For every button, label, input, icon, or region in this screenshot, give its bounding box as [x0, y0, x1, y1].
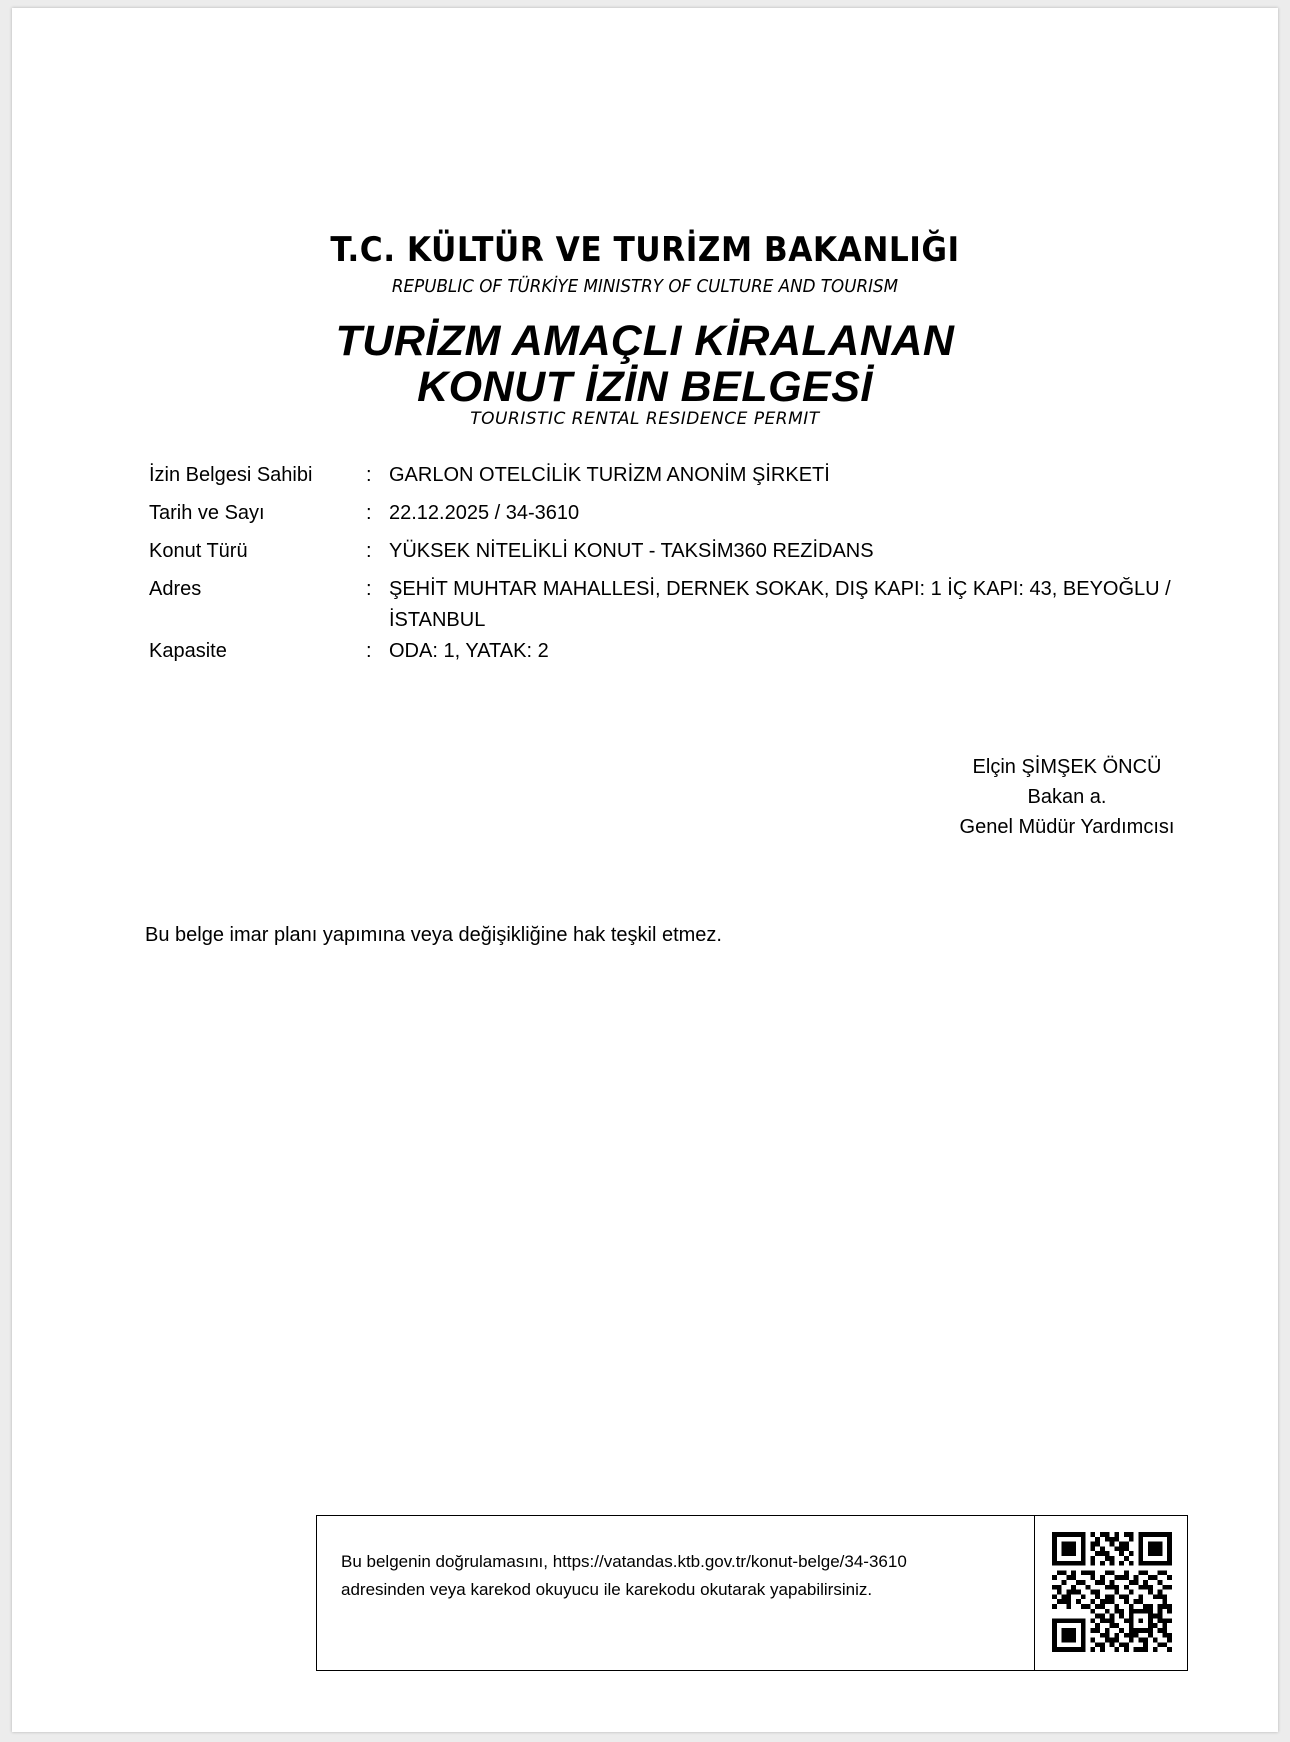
- field-colon: :: [366, 502, 372, 524]
- verification-box: [316, 1515, 1188, 1671]
- field-label: Kapasite: [149, 640, 227, 662]
- verification-text: [341, 1548, 1001, 1604]
- field-label: Tarih ve Sayı: [149, 502, 265, 524]
- field-capacity: [149, 640, 1209, 678]
- field-colon: :: [366, 578, 372, 600]
- field-residence-type: [149, 540, 1209, 578]
- signatory-on-behalf: Bakan a.: [1027, 786, 1107, 808]
- signature-block: [922, 752, 1212, 842]
- verification-divider: [1034, 1516, 1035, 1670]
- ministry-name: T.C. KÜLTÜR VE TURİZM BAKANLIĞI: [330, 230, 960, 270]
- field-value: GARLON OTELCİLİK TURİZM ANONİM ŞİRKETİ: [389, 464, 830, 486]
- field-value: ODA: 1, YATAK: 2: [389, 640, 549, 662]
- field-address: [149, 578, 1209, 640]
- field-label: Konut Türü: [149, 540, 248, 562]
- field-value: YÜKSEK NİTELİKLİ KONUT - TAKSİM360 REZİDANS: [389, 540, 874, 562]
- field-colon: :: [366, 540, 372, 562]
- qr-code-icon: [1052, 1532, 1172, 1652]
- signatory-name: Elçin ŞİMŞEK ÖNCÜ: [972, 756, 1162, 778]
- permit-fields: [149, 464, 1209, 678]
- document-title-line-1: TURİZM AMAÇLI KİRALANAN: [335, 317, 955, 365]
- field-permit-holder: [149, 464, 1209, 502]
- field-date-number: [149, 502, 1209, 540]
- field-colon: :: [366, 640, 372, 662]
- field-label: Adres: [149, 578, 202, 600]
- document-title-english: TOURISTIC RENTAL RESIDENCE PERMIT: [470, 409, 820, 429]
- document-title: [12, 318, 1278, 410]
- field-value: ŞEHİT MUHTAR MAHALLESİ, DERNEK SOKAK, DIŞ KAPI: 1 İÇ KAPI: 43, BEYOĞLU / İSTANBUL: [389, 578, 1171, 631]
- verification-line-1: Bu belgenin doğrulamasını, https://vatandas.ktb.gov.tr/konut-belge/34-3610: [341, 1552, 907, 1571]
- field-label: İzin Belgesi Sahibi: [149, 464, 313, 486]
- document-title-line-2: KONUT İZİN BELGESİ: [417, 363, 873, 411]
- ministry-name-english: REPUBLIC OF TÜRKİYE MINISTRY OF CULTURE AND TOURISM: [391, 276, 899, 297]
- field-colon: :: [366, 464, 372, 486]
- verification-line-2: adresinden veya karekod okuyucu ile karekodu okutarak yapabilirsiniz.: [341, 1580, 873, 1599]
- legal-note: Bu belge imar planı yapımına veya değişikliğine hak teşkil etmez.: [145, 924, 722, 946]
- document-page: [12, 8, 1278, 1732]
- signatory-title: Genel Müdür Yardımcısı: [959, 816, 1175, 838]
- field-value: 22.12.2025 / 34-3610: [389, 502, 580, 524]
